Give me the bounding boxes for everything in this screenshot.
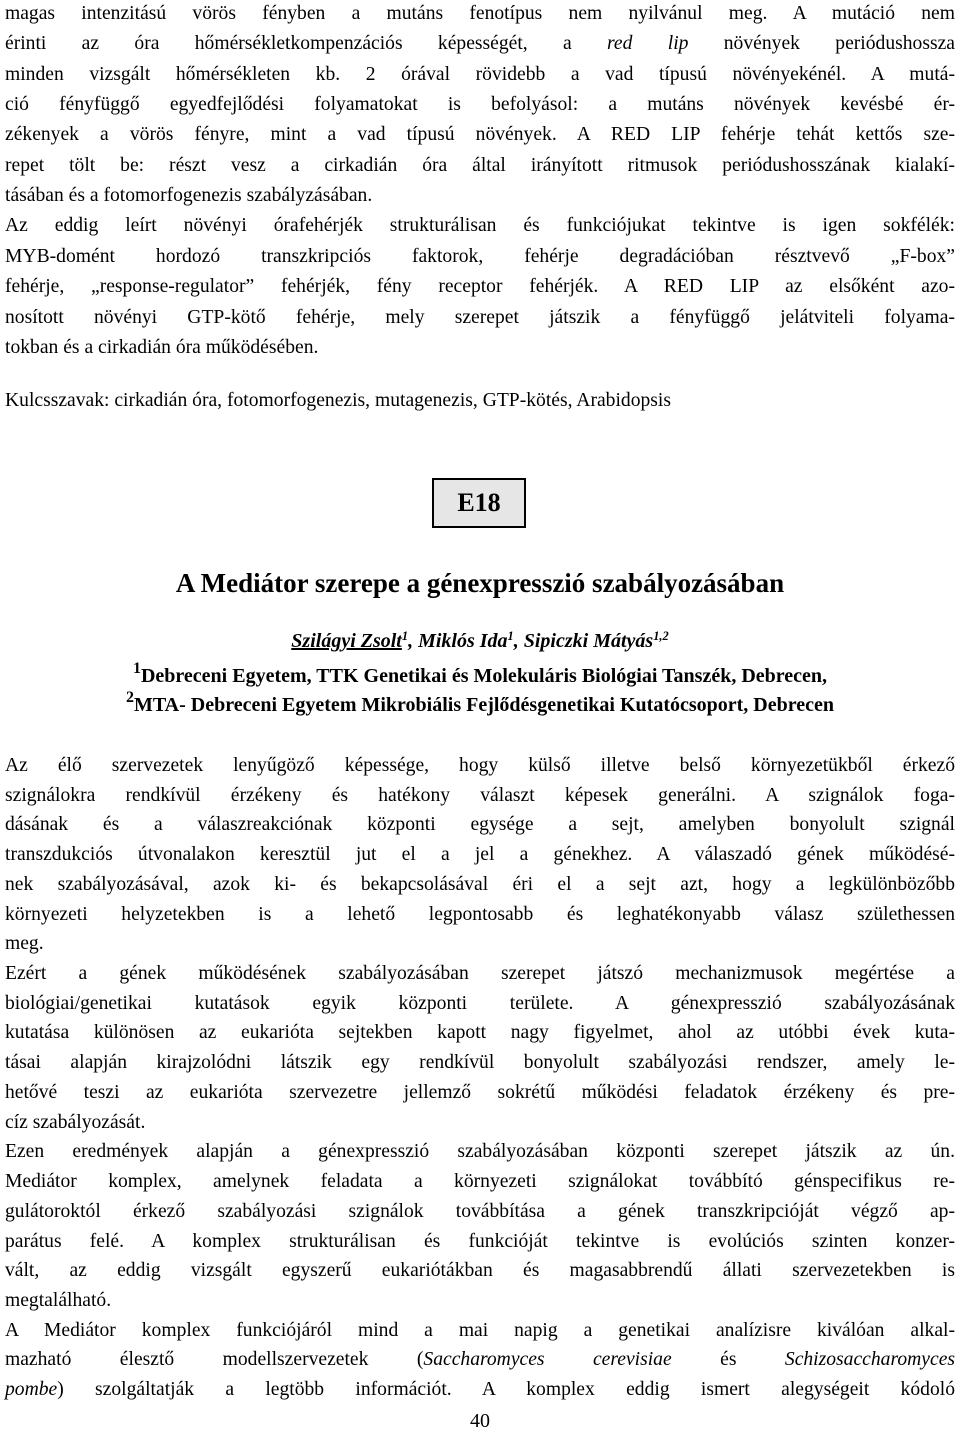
text-line <box>5 213 955 239</box>
text-span: parátus felé. A komplex strukturálisan és funkcióját tekintve is evolúciós szinten konzer- <box>5 1230 955 1252</box>
text-span: növények periódushossza <box>688 33 955 55</box>
text-line <box>5 1258 955 1284</box>
affiliation-text: MTA- Debreceni Egyetem Mikrobiális Fejlődésgenetikai Kutatócsoport, Debrecen <box>133 694 835 716</box>
text-span: tokban és a cirkadián óra működésében. <box>5 336 319 358</box>
author-affiliation-mark: 1 <box>401 629 409 644</box>
text-span: megtalálható. <box>5 1289 112 1311</box>
text-span: Ezen eredmények alapján a génexpresszió szabályozásában központi szerepet játszik az ún. <box>5 1141 955 1163</box>
text-line <box>5 92 955 118</box>
text-span: A Mediátor komplex funkciójáról mind a mai napig a genetikai analízisre kiválóan alkal- <box>5 1319 955 1341</box>
keywords-line: Kulcsszavak: cirkadián óra, fotomorfogenezis, mutagenezis, GTP-kötés, Arabidopsis <box>5 390 672 411</box>
text-line <box>5 62 955 88</box>
author-name: Sipiczki Mátyás <box>523 630 654 652</box>
affiliation-1 <box>0 662 960 690</box>
author-name: Szilágyi Zsolt <box>291 630 402 652</box>
abstract-title: A Mediátor szerepe a génexpresszió szabályozásában <box>175 568 785 598</box>
text-span: magas intenzitású vörös fényben a mutáns fenotípus nem nyilvánul meg. A mutáció nem <box>5 3 955 24</box>
text-span: tásai alapján kirajzolódni látszik egy rendkívül bonyolult szabályozási rendszer, amely le- <box>5 1052 955 1074</box>
text-span: MYB-domént hordozó transzkripciós faktorok, fehérje degradációban résztvevő „F-box” <box>5 245 955 267</box>
text-line <box>5 991 955 1017</box>
text-span: érinti az óra hőmérsékletkompenzációs képességét, a <box>5 33 608 55</box>
text-line <box>5 1199 955 1225</box>
text-line <box>5 1080 955 1106</box>
text-line <box>5 153 955 179</box>
text-span: nosított növényi GTP-kötő fehérje, mely szerepet játszik a fényfüggő jelátviteli folyama- <box>5 306 955 328</box>
affiliation-number: 1 <box>132 660 141 678</box>
text-span: környezeti helyzetekben is a lehető legpontosabb és leghatékonyabb válasz születhessen <box>5 903 955 925</box>
text-span: meg. <box>5 933 44 955</box>
author-name: Miklós Ida <box>418 630 508 652</box>
text-line <box>5 31 955 57</box>
text-line <box>5 1139 955 1165</box>
text-span: ) szolgáltatják a legtöbb információt. A komplex eddig ismert alegységeit kódoló <box>57 1379 955 1401</box>
text-span: dásának és a válaszreakciónak központi egysége a sejt, amelyben bonyolult szignál <box>5 814 955 836</box>
text-span: szignálokra rendkívül érzékeny és hatékony választ képesek generálni. A szignálok foga- <box>5 784 955 806</box>
text-line <box>5 1377 955 1403</box>
text-span: gulátoroktól érkező szabályozási szignálok továbbítása a gének transzkripcióját végző ap- <box>5 1200 955 1222</box>
italic-text: red lip <box>607 33 689 55</box>
page-number: 40 <box>470 1410 490 1432</box>
text-line <box>5 274 955 300</box>
text-span: repet tölt be: részt vesz a cirkadián óra által irányított ritmusok periódushosszának kialakí- <box>5 154 955 176</box>
text-line <box>5 1050 955 1076</box>
text-line <box>5 244 955 270</box>
italic-text: pombe <box>5 1379 58 1401</box>
text-line <box>5 122 955 148</box>
text-span: transzdukciós útvonalakon keresztül jut el a jel a génekhez. A válaszadó gének működésé- <box>5 844 955 866</box>
text-line <box>5 902 955 928</box>
italic-text: Saccharomyces cerevisiae <box>423 1349 672 1371</box>
text-line <box>5 335 955 361</box>
text-span: zékenyek a vörös fényre, mint a vad típusú növények. A RED LIP fehérje tehát kettős sze- <box>5 124 955 146</box>
text-line <box>5 872 955 898</box>
text-span: kutatása különösen az eukarióta sejtekben kapott nagy figyelmet, ahol az utóbbi évek kuta- <box>5 1022 955 1044</box>
text-line <box>5 1229 955 1255</box>
text-line <box>5 1347 955 1373</box>
text-line <box>5 1 955 27</box>
author-affiliation-mark: 1,2 <box>653 629 669 644</box>
text-span: ció fényfüggő egyedfejlődési folyamatokat is befolyásol: a mutáns növények kevésbé ér- <box>5 94 955 116</box>
abstract-code-box <box>432 478 526 528</box>
author-affiliation-mark: 1 <box>507 629 514 644</box>
text-line <box>5 1020 955 1046</box>
affiliation-number: 2 <box>125 689 134 707</box>
text-line <box>5 812 955 838</box>
affiliation-2 <box>0 691 960 719</box>
text-line <box>5 183 955 209</box>
text-span: Mediátor komplex, amelynek feladata a környezeti szignálokat továbbító génspecifikus re- <box>5 1171 955 1193</box>
text-span: cíz szabályozását. <box>5 1111 146 1133</box>
abstract-code: E18 <box>457 488 501 517</box>
author-line <box>0 628 960 654</box>
text-span: és <box>671 1349 785 1371</box>
author-separator: , <box>513 630 524 652</box>
text-span: nek szabályozásával, azok ki- és bekapcsolásával éri el a sejt azt, hogy a legkülönbözőbb <box>5 873 955 895</box>
text-line <box>5 783 955 809</box>
text-span: fehérje, „response-regulator” fehérjék, fény receptor fehérjék. A RED LIP az elsőként azo- <box>5 276 955 298</box>
author-separator: , <box>408 630 419 652</box>
text-span: Ezért a gének működésének szabályozásában szerepet játszó mechanizmusok megértése a <box>5 963 955 985</box>
text-line <box>5 1318 955 1344</box>
text-span: Az élő szervezetek lenyűgöző képessége, hogy külső illetve belső környezetükből érkező <box>5 755 955 776</box>
text-line <box>5 961 955 987</box>
text-line <box>5 1288 955 1314</box>
text-span: minden vizsgált hőmérsékleten kb. 2 órával rövidebb a vad típusú növényekénél. A mutá- <box>5 63 955 85</box>
text-line <box>5 1110 955 1136</box>
italic-text: Schizosaccharomyces <box>784 1349 956 1371</box>
text-span: tásában és a fotomorfogenezis szabályzásában. <box>5 185 373 207</box>
text-span: Az eddig leírt növényi órafehérjék strukturálisan és funkciójukat tekintve is igen sokfélék: <box>5 215 955 237</box>
text-line <box>5 842 955 868</box>
text-line <box>5 931 955 957</box>
text-line <box>5 305 955 331</box>
text-span: mazható élesztő modellszervezetek ( <box>5 1349 424 1371</box>
text-line <box>5 753 955 779</box>
text-span: biológiai/genetikai kutatások egyik központi területe. A génexpresszió szabályozásának <box>5 992 955 1014</box>
text-span: hetővé teszi az eukarióta szervezetre jellemző sokrétű működési feladatok érzékeny és pre- <box>5 1081 955 1103</box>
affiliation-text: Debreceni Egyetem, TTK Genetikai és Molekuláris Biológiai Tanszék, Debrecen, <box>140 665 828 687</box>
text-span: vált, az eddig vizsgált egyszerű eukariótákban és magasabbrendű állati szervezetekben is <box>5 1260 955 1282</box>
text-line <box>5 1169 955 1195</box>
